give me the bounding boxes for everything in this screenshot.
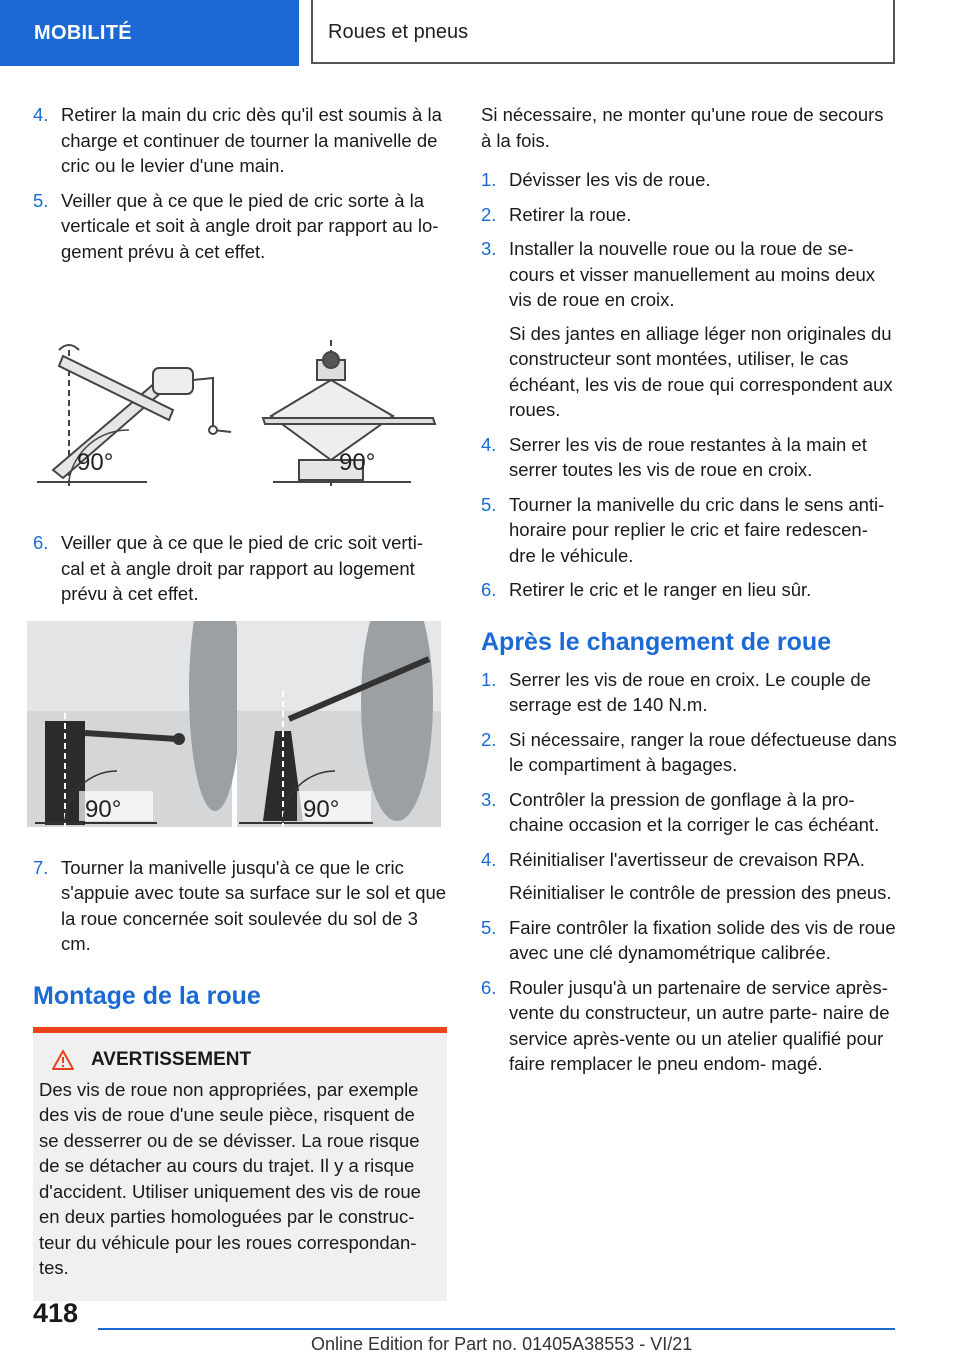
step-number: 5. [481,916,497,938]
warning-header [39,1049,435,1071]
step-note: Si des jantes en alliage léger non originales du constructeur sont montées, utiliser, le cas échéant, les vis de roue qui correspondent aux roues. [509,322,893,420]
step-number: 5. [33,189,49,211]
step-text: Réinitialiser l'avertisseur de crevaison RPA. [509,848,865,870]
angle-label: 90° [85,795,122,823]
list-item [481,236,897,423]
step-number: 5. [481,493,497,515]
jack-left-drawing [37,345,231,486]
page-number: 418 [33,1298,79,1328]
step-text: Retirer la roue. [509,203,632,225]
step-text: Tourner la manivelle du cric dans le sens anti- horaire pour replier le cric et faire redescen- dre le véhicule. [509,493,885,566]
angle-label: 90° [339,449,376,476]
jack-photo-illustration [27,621,441,827]
list-item [33,188,447,265]
list-item [481,847,897,906]
page-header [0,0,960,66]
chapter-title: Roues et pneus [311,0,895,64]
step-number: 1. [481,668,497,690]
list-item [481,492,897,569]
step-text: Retirer la main du cric dès qu'il est soumis à la charge et continuer de tourner la manivelle de cric ou le levier d'une main. [61,104,442,176]
list-item [33,855,447,957]
step-text: Tourner la manivelle jusqu'à ce que le cric s'appuie avec toute sa surface sur le sol et que la roue concernée soit soulevée du sol de 3 cm. [61,856,447,954]
steps-list [481,667,897,1077]
list-item [33,102,447,179]
footer-divider [98,1328,895,1330]
jack-diagram [33,320,447,490]
jack-angle-illustration [33,320,447,490]
step-text: Serrer les vis de roue en croix. Le couple de serrage est de 140 N.m. [509,668,871,715]
list-item [481,787,897,838]
step-number: 4. [481,848,497,870]
step-number: 2. [481,203,497,225]
intro-paragraph: Si nécessaire, ne monter qu'une roue de secours à la fois. [481,104,884,151]
step-number: 3. [481,788,497,810]
list-item [481,915,897,966]
angle-label: 90° [303,795,340,823]
left-column [33,102,447,1301]
jack-photo-diagram [27,621,441,827]
step-number: 2. [481,728,497,750]
list-item [481,167,897,193]
warning-title: AVERTISSEMENT [91,1048,252,1070]
warning-triangle-icon [51,1049,75,1071]
right-column [481,102,897,1086]
step-text: Retirer le cric et le ranger en lieu sûr. [509,579,812,600]
step-note: Réinitialiser le contrôle de pression des pneus. [509,882,892,903]
step-number: 6. [481,579,497,600]
edition-text: Online Edition for Part no. 01405A38553 - VI/21 [311,1334,693,1354]
step-number: 6. [481,976,497,998]
list-item [481,667,897,718]
list-item [481,577,897,603]
step-text: Si nécessaire, ranger la roue défectueuse dans le compartiment à bagages. [509,728,897,775]
step-number: 1. [481,169,497,190]
steps-list [481,167,897,603]
step-text: Faire contrôler la fixation solide des vis de roue avec une clé dynamométrique calibrée. [509,916,896,963]
step-text: Contrôler la pression de gonflage à la pro- chaine occasion et la corriger le cas échéant. [509,788,880,835]
angle-label: 90° [77,449,114,476]
step-text: Serrer les vis de roue restantes à la main et serrer toutes les vis de roue en croix. [509,433,867,480]
section-heading: Montage de la roue [33,981,261,1010]
steps-list [33,855,447,957]
steps-list [33,102,447,264]
step-number: 4. [33,104,49,125]
list-item [481,727,897,778]
step-number: 6. [33,532,49,553]
step-number: 3. [481,238,497,259]
section-tab[interactable]: MOBILITÉ [0,0,299,66]
list-item [481,202,897,228]
step-text: Rouler jusqu'à un partenaire de service après-vente du constructeur, un autre parte- naire de service après-vente ou un atelier qualifié pour faire remplacer le pneu endom- magé. [509,976,890,1074]
list-item [481,432,897,483]
step-text: Veiller que à ce que le pied de cric sorte à la verticale et soit à angle droit par rapport au lo- gement prévu à cet effet. [61,189,439,262]
list-item [33,530,447,607]
steps-list [33,530,447,607]
step-number: 4. [481,433,497,455]
section-heading: Après le changement de roue [481,627,832,656]
list-item [481,975,897,1077]
step-number: 7. [33,856,49,878]
step-text: Veiller que à ce que le pied de cric soit verti- cal et à angle droit par rapport au logement prévu à cet effet. [61,532,423,604]
step-text: Dévisser les vis de roue. [509,169,711,190]
warning-text: Des vis de roue non appropriées, par exemple des vis de roue d'une seule pièce, risquent de se desserrer ou de se dévisser. La roue risque de se détacher au cours du trajet. Il y a risque d'accident. Utiliser uniquement des vis de roue en deux parties homologuées par le construc- teur du véhicule pour les roues correspondan- tes. [39,1078,421,1278]
warning-box [33,1027,447,1301]
step-text: Installer la nouvelle roue ou la roue de se- cours et visser manuellement au moins deux vis de roue en croix. [509,238,876,310]
